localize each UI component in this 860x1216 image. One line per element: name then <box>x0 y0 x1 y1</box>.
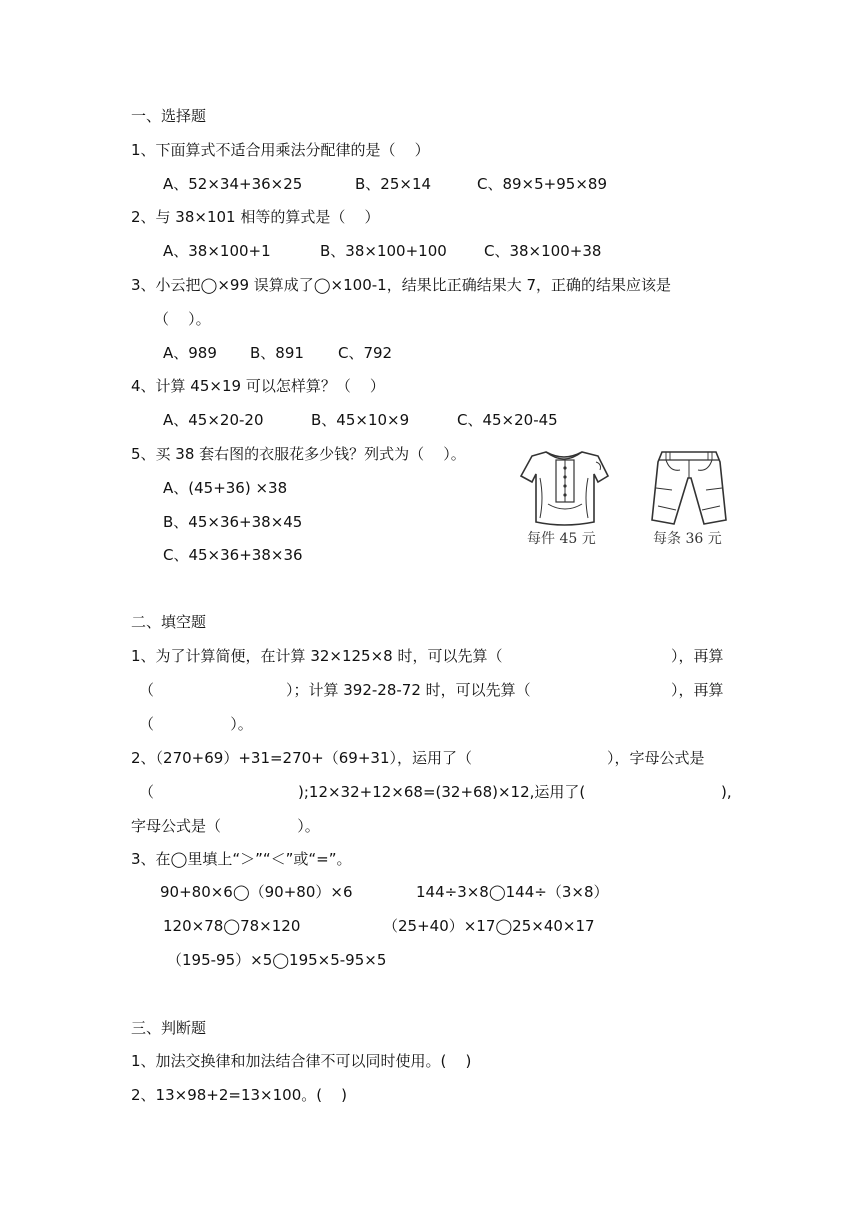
question-2-1-line-2b: ）；计算 392-28-72 时，可以先算（ <box>286 681 531 699</box>
pants-icon <box>648 448 730 528</box>
question-2-2-line-2c: ), <box>721 783 732 801</box>
comparison-3: 120×78◯78×120 <box>163 917 301 935</box>
question-1-2-option-a: A、38×100+1 <box>163 242 271 260</box>
shirt-icon <box>518 448 610 528</box>
pants-price-caption: 每条 36 元 <box>653 531 722 547</box>
section-title-choice: 一、选择题 <box>131 107 207 125</box>
question-1-3-stem-continued: （ ）。 <box>154 310 211 328</box>
question-1-5-option-a: A、(45+36) ×38 <box>163 479 288 497</box>
question-2-3-stem: 3、在◯里填上“＞”“＜”或“=”。 <box>131 850 352 868</box>
question-2-1-line-1a: 1、为了计算简便，在计算 32×125×8 时，可以先算（ <box>131 647 503 665</box>
question-1-4-option-a: A、45×20-20 <box>163 411 264 429</box>
question-2-2-line-2b: );12×32+12×68=(32+68)×12,运用了( <box>298 783 586 801</box>
question-1-5-stem: 5、买 38 套右图的衣服花多少钱？列式为（ ）。 <box>131 445 466 463</box>
question-1-3-stem: 3、小云把◯×99 误算成了◯×100-1，结果比正确结果大 7，正确的结果应该是 <box>131 276 672 294</box>
question-1-2-stem: 2、与 38×101 相等的算式是（ ） <box>131 208 380 226</box>
question-1-4-stem: 4、计算 45×19 可以怎样算？（ ） <box>131 377 385 395</box>
question-2-2-line-1b: ），字母公式是 <box>607 749 705 767</box>
question-1-1-option-b: B、25×14 <box>355 175 432 193</box>
question-1-5-option-b: B、45×36+38×45 <box>163 513 303 531</box>
question-2-2-line-3: 字母公式是（ ）。 <box>131 817 320 835</box>
question-2-2-line-2a: （ <box>139 783 155 801</box>
question-2-1-line-3: （ ）。 <box>139 715 253 733</box>
question-1-2-option-b: B、38×100+100 <box>320 242 447 260</box>
question-2-1-line-2a: （ <box>139 681 155 699</box>
question-2-2-line-1a: 2、（270+69）+31=270+（69+31），运用了（ <box>131 749 472 767</box>
comparison-5: （195-95）×5◯195×5-95×5 <box>167 951 387 969</box>
question-1-3-option-a: A、989 <box>163 344 217 362</box>
judge-question-2: 2、13×98+2=13×100。( ) <box>131 1086 348 1104</box>
comparison-2: 144÷3×8◯144÷（3×8） <box>416 883 609 901</box>
question-1-4-option-b: B、45×10×9 <box>311 411 410 429</box>
question-2-1-line-2c: ），再算 <box>671 681 724 699</box>
question-2-1-line-1b: ），再算 <box>671 647 724 665</box>
question-1-3-option-c: C、792 <box>338 344 393 362</box>
section-title-fill: 二、填空题 <box>131 613 207 631</box>
shirt-price-caption: 每件 45 元 <box>527 531 596 547</box>
question-1-2-option-c: C、38×100+38 <box>484 242 602 260</box>
comparison-1: 90+80×6◯（90+80）×6 <box>160 883 353 901</box>
judge-question-1: 1、加法交换律和加法结合律不可以同时使用。( ) <box>131 1052 472 1070</box>
question-1-5-option-c: C、45×36+38×36 <box>163 546 303 564</box>
question-1-1-option-c: C、89×5+95×89 <box>477 175 607 193</box>
section-title-judge: 三、判断题 <box>131 1019 207 1037</box>
question-1-3-option-b: B、891 <box>250 344 304 362</box>
question-1-1-option-a: A、52×34+36×25 <box>163 175 303 193</box>
question-1-4-option-c: C、45×20-45 <box>457 411 558 429</box>
question-1-1-stem: 1、下面算式不适合用乘法分配律的是（ ） <box>131 141 430 159</box>
comparison-4: （25+40）×17◯25×40×17 <box>383 917 595 935</box>
